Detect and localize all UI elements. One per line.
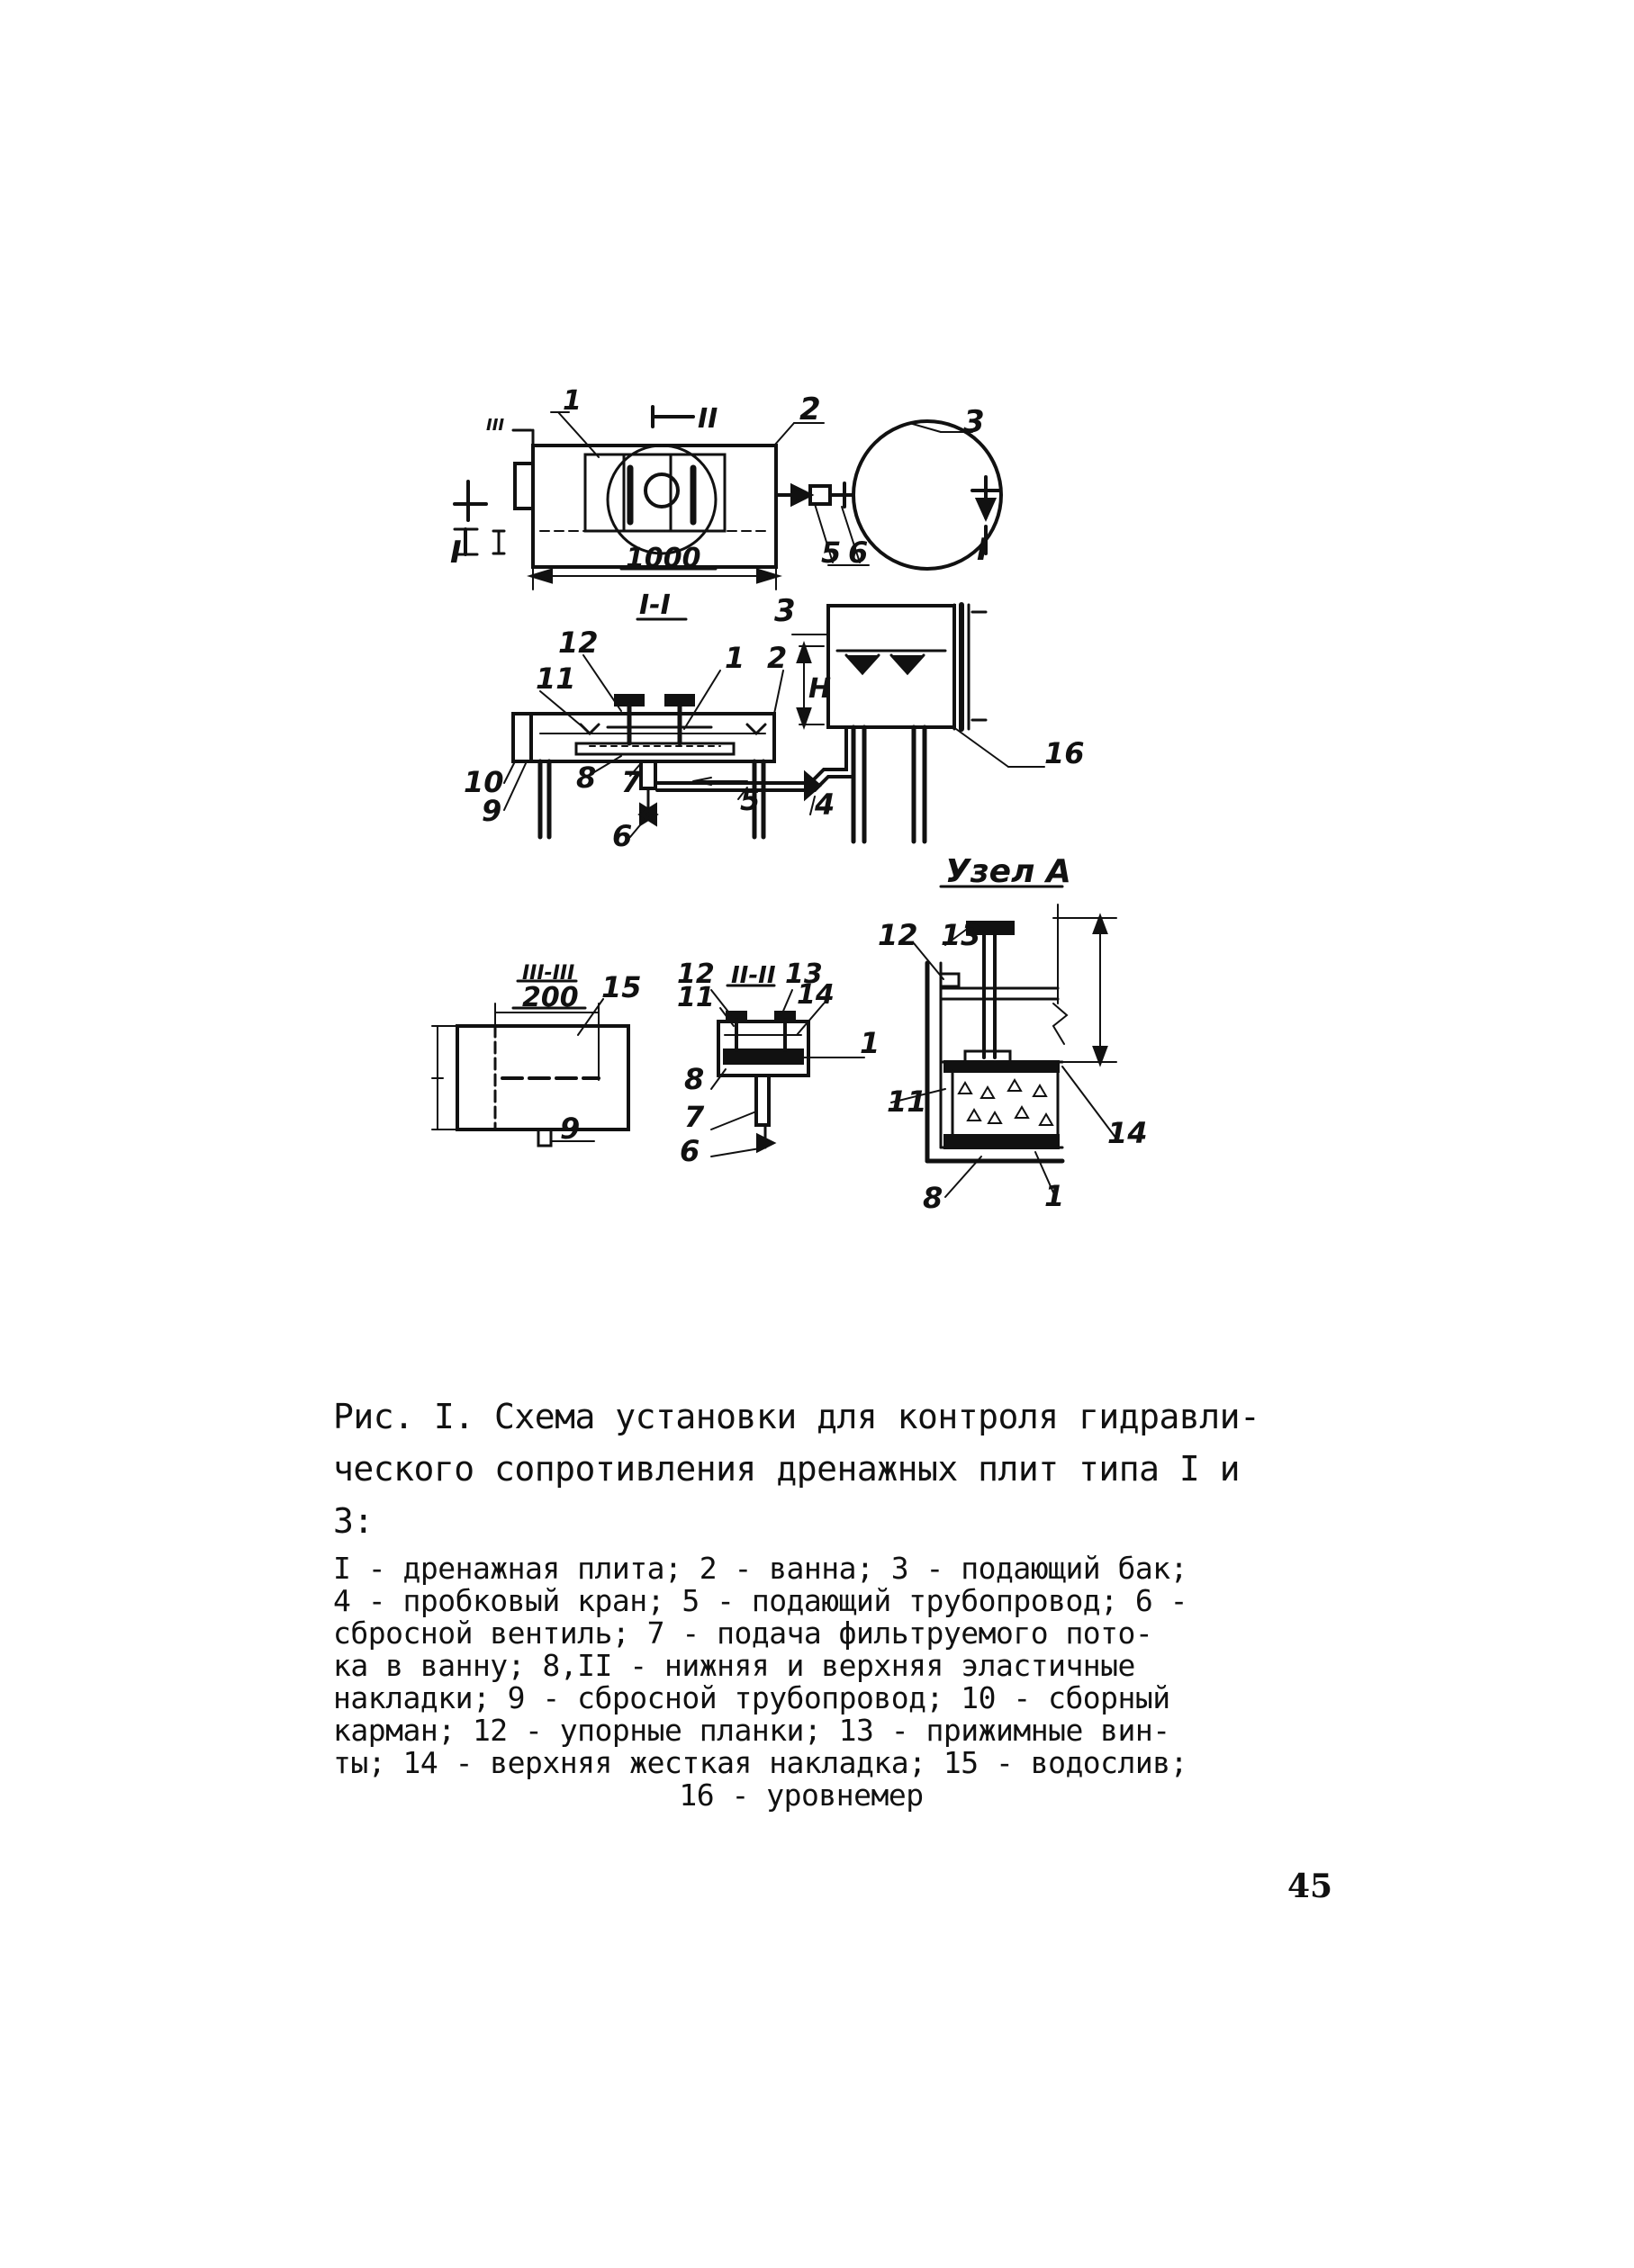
legend-line: накладки; 9 - сбросной трубопровод; 10 - сборный [333,1680,1170,1715]
section-i-i-title: I-I [639,590,671,621]
s1-label-12: 12 [558,626,599,660]
s2-label-11: 11 [677,982,715,1013]
plan-label-6: 6 [848,536,869,570]
s1-label-10: 10 [464,765,504,799]
s2-label-8: 8 [684,1062,705,1096]
legend-line: ты; 14 - верхняя жесткая накладка; 15 - водослив; [333,1745,1188,1780]
na-label-11: 11 [887,1084,927,1119]
caption-legend [333,1552,1269,1779]
figure-caption [333,1390,1269,1812]
page-number: 45 [1287,1868,1333,1905]
plan-label-i-right: I [977,532,989,568]
caption-title-line-1: Рис. I. Схема установки для контроля гидравли- [333,1397,1260,1436]
s2-label-12: 12 [677,958,715,990]
legend-line: 4 - пробковый кран; 5 - подающий трубопровод; 6 - [333,1583,1188,1618]
legend-line: I - дренажная плита; 2 - ванна; 3 - подающий бак; [333,1551,1188,1586]
legend-line: сбросной вентиль; 7 - подача фильтруемого пото- [333,1616,1153,1651]
plan-label-1: 1 [563,385,582,417]
legend-line: карман; 12 - упорные планки; 13 - прижимные вин- [333,1713,1170,1748]
section-iii-iii-title: III-III [522,962,575,985]
section-ii-ii [711,986,864,1156]
s1-label-3: 3 [774,593,796,629]
na-label-14: 14 [1107,1116,1148,1150]
node-a [891,886,1116,1197]
legend-line: ка в ванну; 8,II - нижняя и верхняя эластичные [333,1648,1135,1683]
s1-label-9: 9 [482,794,502,828]
s1-label-1: 1 [725,641,745,675]
s2-label-7: 7 [684,1100,705,1134]
s3-label-15: 15 [601,970,642,1004]
na-label-8: 8 [923,1181,943,1215]
s1-label-4: 4 [815,788,835,822]
caption-title-line-2: ческого сопротивления дренажных плит типа I и 3: [333,1449,1241,1541]
s1-label-5: 5 [740,783,761,817]
s1-label-8: 8 [576,760,597,795]
s1-label-6: 6 [612,819,633,853]
na-label-1: 1 [1044,1179,1065,1213]
node-a-title: Узел А [945,853,1071,890]
s1-label-2: 2 [767,641,788,675]
s1-label-11: 11 [536,662,576,696]
na-label-12: 12 [878,918,918,952]
na-label-13: 13 [941,918,981,952]
plan-view [455,407,1001,590]
s2-label-6: 6 [680,1134,700,1168]
plan-label-2: 2 [799,392,821,428]
s2-label-1: 1 [860,1026,880,1060]
plan-label-ii: II [698,403,718,435]
s1-label-7: 7 [621,765,642,799]
plan-dimension: 1000 [626,543,701,574]
s2-label-14: 14 [797,979,835,1011]
plan-label-i-left: I [450,535,462,571]
legend-last-line: 16 - уровнемер [679,1778,924,1813]
s2-label-13: 13 [785,958,823,990]
caption-title [333,1390,1269,1547]
plan-label-iii: III [486,416,505,435]
s3-dimension: 200 [522,982,579,1013]
plan-label-5: 5 [821,536,842,570]
s1-label-16: 16 [1044,736,1085,770]
s3-label-9: 9 [560,1112,581,1146]
s1-label-h: H [808,673,832,705]
section-ii-ii-title: II-II [731,962,776,989]
plan-label-3: 3 [963,404,985,440]
